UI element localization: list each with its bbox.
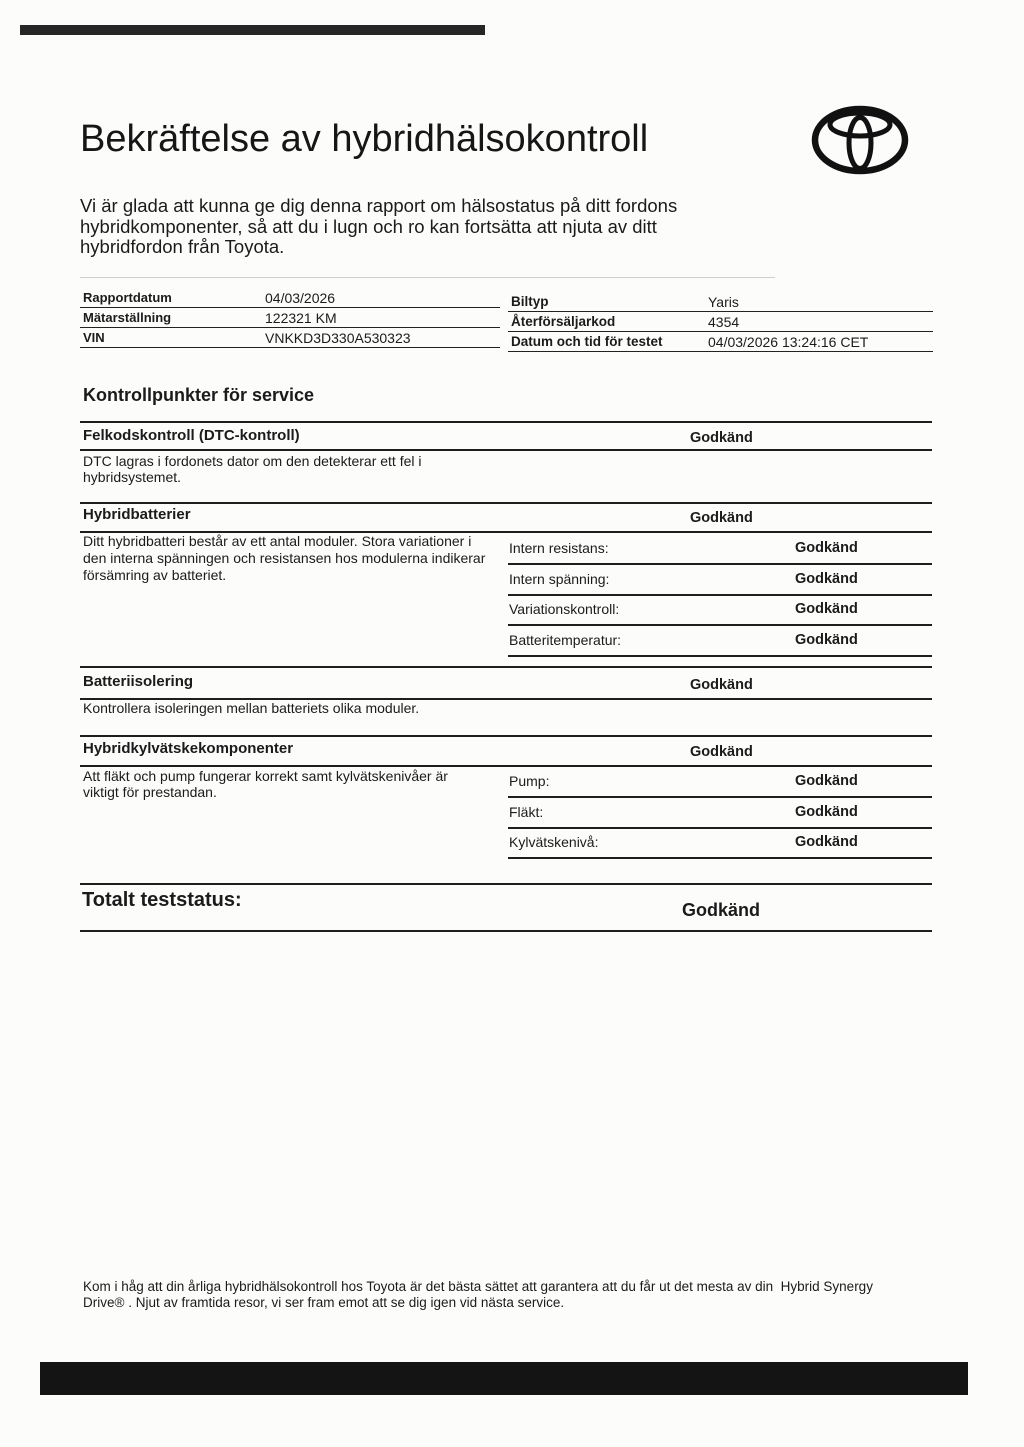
sub-check-status: Godkänd — [795, 571, 858, 587]
section-description — [83, 700, 419, 716]
divider-line — [508, 796, 932, 798]
footer-note — [83, 1279, 873, 1310]
sub-check-label: Variationskontroll: — [509, 601, 620, 617]
sub-check-status: Godkänd — [795, 804, 858, 820]
sub-check-label: Batteritemperatur: — [509, 632, 622, 648]
section-title: Felkodskontroll (DTC-kontroll) — [83, 427, 300, 444]
info-row-report-date — [80, 288, 500, 308]
sub-check-label: Intern resistans: — [509, 540, 609, 556]
info-label: VIN — [83, 330, 105, 345]
info-value: 4354 — [708, 313, 740, 330]
sub-check-label: Pump: — [509, 773, 550, 789]
intro-line: hybridfordon från Toyota. — [80, 236, 285, 257]
info-row-car-type — [508, 292, 933, 312]
divider-line — [508, 624, 932, 626]
info-row-dealer-code — [508, 312, 933, 332]
info-value: 122321 KM — [265, 309, 337, 326]
top-scan-bar — [20, 25, 485, 35]
info-row-vin — [80, 328, 500, 348]
document-title: Bekräftelse av hybridhälsokontroll — [80, 118, 649, 160]
report-info-left — [80, 288, 500, 348]
divider-line — [508, 827, 932, 829]
info-label: Återförsäljarkod — [511, 314, 616, 329]
sub-check-status: Godkänd — [795, 834, 858, 850]
sub-check-status: Godkänd — [795, 601, 858, 617]
info-row-test-datetime — [508, 332, 933, 352]
divider-line — [80, 421, 932, 423]
total-status-label: Totalt teststatus: — [82, 889, 242, 911]
divider-line — [80, 735, 932, 737]
divider-line — [80, 502, 932, 504]
section-status: Godkänd — [690, 677, 753, 693]
divider-line — [508, 857, 932, 859]
sub-check-status: Godkänd — [795, 540, 858, 556]
intro-paragraph — [80, 196, 677, 258]
description-line: hybridsystemet. — [83, 469, 182, 485]
divider-line — [80, 449, 932, 451]
info-row-odometer — [80, 308, 500, 328]
description-line: viktigt för prestandan. — [83, 784, 217, 800]
section-title: Hybridbatterier — [83, 506, 191, 523]
footer-line: Kom i håg att din årliga hybridhälsokontroll hos Toyota är det bästa sättet att garantera att du får ut det mesta av din Hybrid Synergy — [83, 1279, 873, 1294]
sub-check-label: Fläkt: — [509, 804, 544, 820]
intro-line: Vi är glada att kunna ge dig denna rapport om hälsostatus på ditt fordons — [80, 195, 678, 216]
info-value: 04/03/2026 — [265, 289, 336, 306]
sub-check-label: Kylvätskenivå: — [509, 834, 599, 850]
sub-check-label: Intern spänning: — [509, 571, 610, 587]
intro-line: hybridkomponenter, så att du i lugn och ro kan fortsätta att njuta av ditt — [80, 215, 657, 237]
section-description — [83, 768, 448, 800]
checkpoints-heading: Kontrollpunkter för service — [83, 385, 315, 405]
divider-line — [508, 563, 932, 565]
divider-line — [80, 765, 932, 767]
info-label: Rapportdatum — [83, 290, 172, 305]
footer-line: Drive® . Njut av framtida resor, vi ser fram emot att se dig igen vid nästa service. — [83, 1294, 565, 1310]
divider-line — [508, 594, 932, 596]
section-title: Batteriisolering — [83, 673, 194, 690]
section-description — [83, 453, 422, 485]
description-line: Kontrollera isoleringen mellan batteriets olika moduler. — [83, 700, 420, 716]
section-status: Godkänd — [690, 744, 753, 760]
description-line: Ditt hybridbatteri består av ett antal moduler. Stora variationer i — [83, 533, 472, 549]
toyota-logo-icon — [808, 103, 912, 177]
divider-line — [80, 883, 932, 885]
total-status-value: Godkänd — [682, 900, 761, 920]
info-value: VNKKD3D330A530323 — [265, 329, 411, 346]
info-value: 04/03/2026 13:24:16 CET — [708, 333, 869, 350]
info-label: Mätarställning — [83, 310, 172, 325]
description-line: DTC lagras i fordonets dator om den detekterar ett fel i — [83, 453, 422, 469]
sub-check-status: Godkänd — [795, 773, 858, 789]
divider-line — [80, 930, 932, 932]
section-status: Godkänd — [690, 430, 753, 446]
info-label: Datum och tid för testet — [511, 334, 663, 349]
section-description — [83, 533, 485, 584]
report-info-right — [508, 292, 933, 352]
header-divider — [80, 277, 775, 278]
divider-line — [80, 666, 932, 668]
divider-line — [508, 655, 932, 657]
description-line: Att fläkt och pump fungerar korrekt samt kylvätskenivåer är — [83, 768, 448, 784]
bottom-scan-bar — [40, 1362, 968, 1395]
sub-check-status: Godkänd — [795, 632, 858, 648]
info-value: Yaris — [708, 293, 739, 310]
description-line: den interna spänningen och resistansen hos modulerna indikerar — [83, 550, 486, 566]
description-line: försämring av batteriet. — [83, 567, 227, 583]
info-label: Biltyp — [511, 294, 549, 309]
section-title: Hybridkylvätskekomponenter — [83, 740, 294, 757]
section-status: Godkänd — [690, 510, 753, 526]
